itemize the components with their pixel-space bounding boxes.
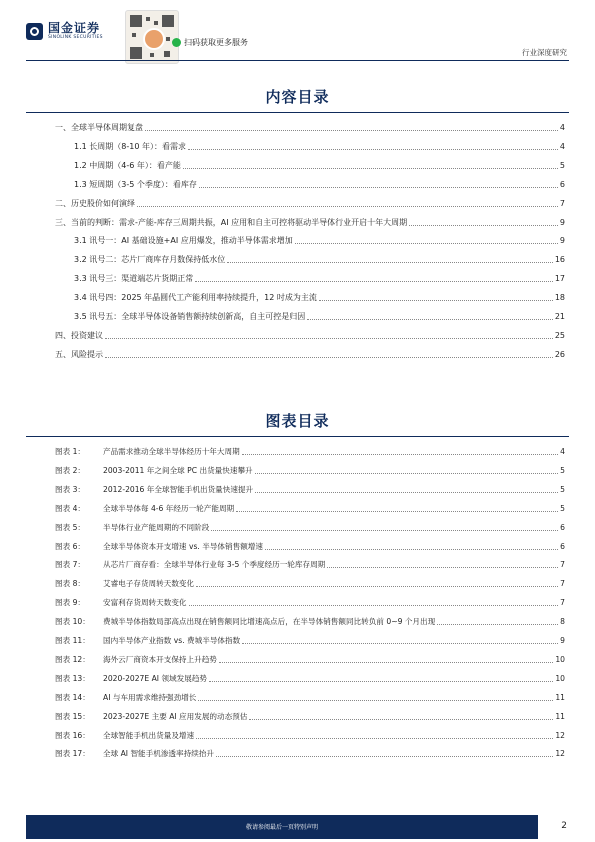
figure-entry[interactable] [55,670,565,684]
toc-entry-page: 26 [554,349,565,359]
header-divider [26,60,569,61]
toc-entry-page: 21 [554,312,565,321]
toc-entry[interactable] [74,270,565,284]
figure-entry-label: 图表 11： [55,636,90,645]
figure-entry[interactable] [55,556,565,570]
figure-entry[interactable] [55,651,565,665]
page-footer [0,815,595,842]
figure-entry-text: AI 与车用需求维持强劲增长 [103,692,197,702]
toc-leader-dots [145,130,558,131]
figure-entry-label: 图表 4： [55,503,86,513]
figure-entry-page: 5 [560,484,565,494]
figure-entry-text: 2003-2011 年之间全球 PC 出货量快速攀升 [103,465,253,475]
figure-leader-dots [265,549,558,550]
toc-leader-dots [183,168,558,169]
figure-entry-page: 6 [560,522,565,532]
figure-entry-page: 6 [560,541,565,551]
page-header [0,0,595,70]
toc-entry-text: 四、投资建议 [55,330,103,340]
toc-entry-text: 三、当前的判断：需求-产能-库存三周期共振，AI 应用和自主可控将驱动半导体行业开启十年大周期 [55,217,408,227]
toc-title-divider [26,112,569,113]
toc-entry-page: 7 [559,198,565,208]
toc-entry-text: 3.1 讯号一：AI 基础设施+AI 应用爆发，推动半导体需求增加 [74,236,293,246]
toc-entry-text: 一、全球半导体周期复盘 [55,123,143,132]
toc-entry-text: 1.3 短周期（3-5 个季度）：看库存 [74,179,197,189]
toc-leader-dots [295,243,558,244]
figure-leader-dots [216,756,553,757]
figure-entry[interactable] [55,500,565,514]
toc-leader-dots [105,338,553,339]
toc-entry[interactable] [74,232,565,246]
figure-entry-text: 国内半导体产业指数 vs. 费城半导体指数 [103,636,241,645]
figure-entry-page: 10 [555,673,565,683]
figure-entry-text: 2012-2016 年全球智能手机出货量快速提升 [103,484,254,494]
figure-entry[interactable] [55,689,565,703]
toc-leader-dots [188,149,558,150]
figure-leader-dots [189,605,559,606]
toc-entry-page: 17 [554,274,565,284]
toc-entry-page: 6 [559,179,565,189]
figure-entry-page: 12 [555,730,565,740]
toc-entry[interactable] [55,119,565,133]
toc-entry-page: 5 [559,160,565,170]
figure-entry[interactable] [55,727,565,741]
figure-entry-text: 费城半导体指数局部高点出现在销售额同比增速高点后，在半导体销售额同比转负前 0~9 个月出现 [103,617,436,627]
figure-entry[interactable] [55,708,565,722]
figure-leader-dots [255,473,559,474]
figure-leader-dots [327,567,558,568]
figure-entry[interactable] [55,443,565,457]
figure-entry-label: 图表 6： [55,541,86,551]
qr-caption: 扫码获取更多服务 [184,38,248,47]
figure-entry-text: 全球半导体每 4-6 年经历一轮产能周期 [103,503,235,513]
figure-entry-label: 图表 15： [55,711,90,721]
figure-entry[interactable] [55,575,565,589]
toc-entry[interactable] [74,251,565,265]
toc-leader-dots [307,319,553,320]
toc-leader-dots [199,187,558,188]
figure-entry-page: 9 [560,636,565,645]
toc-entry[interactable] [55,214,565,228]
figure-entry[interactable] [55,613,565,627]
page-number: 2 [561,821,567,831]
toc-leader-dots [195,281,553,282]
figure-entry-text: 全球半导体资本开支增速 vs. 半导体销售额增速 [103,541,263,551]
figure-entry-text: 产品需求推动全球半导体经历十年大周期 [103,447,240,456]
toc-entry-page: 25 [554,330,565,340]
toc-entry[interactable] [55,195,565,209]
toc-leader-dots [319,300,553,301]
toc-entry-text: 二、历史股价如何演绎 [55,198,135,208]
figure-leader-dots [209,681,553,682]
figure-leader-dots [255,492,558,493]
toc-entry-text: 1.2 中周期（4-6 年）：看产能 [74,160,181,170]
figure-entry-page: 7 [560,560,565,570]
footer-disclaimer[interactable]: 敬请参阅最后一页特别声明 [245,824,318,831]
figure-leader-dots [242,643,558,644]
figure-entry-text: 全球 AI 智能手机渗透率持续抬升 [103,749,214,759]
toc-leader-dots [137,206,558,207]
figure-entry-page: 11 [555,711,565,721]
figure-entry-label: 图表 10： [55,617,90,627]
company-name-en: SINOLINK SECURITIES [48,35,103,40]
toc-entry-page: 9 [559,236,565,246]
figures-title-divider [26,436,569,437]
figure-entry-label: 图表 14： [55,692,90,702]
figure-leader-dots [242,454,558,455]
logo-icon [26,23,43,40]
figure-entry-page: 5 [560,503,565,513]
toc-entry-page: 9 [559,217,565,227]
figure-entry-label: 图表 5： [55,522,86,532]
figure-entry-page: 10 [555,654,565,664]
figure-entry[interactable] [55,594,565,608]
figure-leader-dots [198,700,553,701]
figure-leader-dots [196,738,553,739]
figure-entry-label: 图表 7： [55,560,86,570]
figure-leader-dots [437,624,558,625]
toc-entry-text: 1.1 长周期（8-10 年）：看需求 [74,141,186,151]
toc-leader-dots [227,262,553,263]
figure-entry[interactable] [55,481,565,495]
document-type: 行业深度研究 [522,48,567,57]
figure-entry[interactable] [55,538,565,552]
figure-entry-text: 从芯片厂商存看：全球半导体行业每 3-5 个季度经历一轮库存周期 [103,560,326,570]
toc-entry-text: 3.3 讯号三：渠道端芯片货期正常 [74,274,194,284]
figure-entry-text: 艾睿电子存货周转天数变化 [103,579,195,589]
toc-title: 内容目录 [265,88,330,106]
toc-entry[interactable] [74,289,565,303]
figure-entry-page: 11 [555,692,565,702]
toc-leader-dots [105,357,553,358]
figure-entry-label: 图表 17： [55,749,90,759]
figure-entry-page: 4 [560,447,565,456]
figure-entry[interactable] [55,462,565,476]
figure-entry-label: 图表 2： [55,465,86,475]
toc-entry[interactable] [55,346,565,360]
wechat-badge-icon [172,38,181,47]
figure-entry-label: 图表 1： [55,447,86,456]
figure-entry-text: 半导体行业产能周期的不同阶段 [103,522,210,532]
toc-entry-page: 18 [554,293,565,303]
toc-entry-text: 五、风险提示 [55,349,103,359]
figure-entry-page: 5 [560,465,565,475]
company-logo [26,22,103,41]
figure-leader-dots [196,586,558,587]
figure-entry-page: 8 [560,617,565,627]
toc-entry-page: 4 [559,141,565,151]
toc-entry[interactable] [55,327,565,341]
toc-entry-text: 3.4 讯号四：2025 年晶圆代工产能利用率持续提升，12 吋成为主流 [74,293,317,303]
figure-entry-text: 2020-2027E AI 领域发展趋势 [103,673,208,683]
figure-entry[interactable] [55,519,565,533]
toc-entry[interactable] [74,138,565,152]
qr-avatar-icon [143,28,165,50]
figure-entry-label: 图表 12： [55,654,90,664]
toc-entry-text: 3.5 讯号五：全球半导体设备销售额持续创新高，自主可控是归因 [74,312,306,321]
figure-entry-text: 安富利存货周转天数变化 [103,598,187,608]
toc-entry[interactable] [74,157,565,171]
figure-entry-page: 7 [560,579,565,589]
qr-code-icon[interactable] [125,10,179,64]
figure-entry-text: 2023-2027E 主要 AI 应用发展的动态预估 [103,711,248,721]
figure-entry-text: 海外云厂商资本开支保持上升趋势 [103,654,217,664]
toc-entry[interactable] [74,176,565,190]
figure-entry-label: 图表 3： [55,484,86,494]
toc-entry-page: 16 [554,255,565,265]
figure-leader-dots [219,662,553,663]
toc-entry[interactable] [74,308,565,322]
figure-leader-dots [249,719,553,720]
figure-entry-text: 全球智能手机出货量及增速 [103,730,195,740]
figure-entry-page: 7 [560,598,565,608]
figure-entry-page: 12 [555,749,565,759]
toc-entry-text: 3.2 讯号二：芯片厂商库存月数保持低水位 [74,255,226,265]
figure-entry[interactable] [55,632,565,646]
figures-title: 图表目录 [265,412,330,430]
company-name-cn: 国金证券 [48,21,101,35]
toc-entry-page: 4 [559,123,565,132]
figure-entry-label: 图表 8： [55,579,86,589]
figure-entry[interactable] [55,745,565,759]
figure-leader-dots [211,530,558,531]
figure-entry-label: 图表 16： [55,730,90,740]
figure-leader-dots [236,511,558,512]
figure-entry-label: 图表 9： [55,598,86,608]
figure-entry-label: 图表 13： [55,673,90,683]
toc-leader-dots [409,225,558,226]
